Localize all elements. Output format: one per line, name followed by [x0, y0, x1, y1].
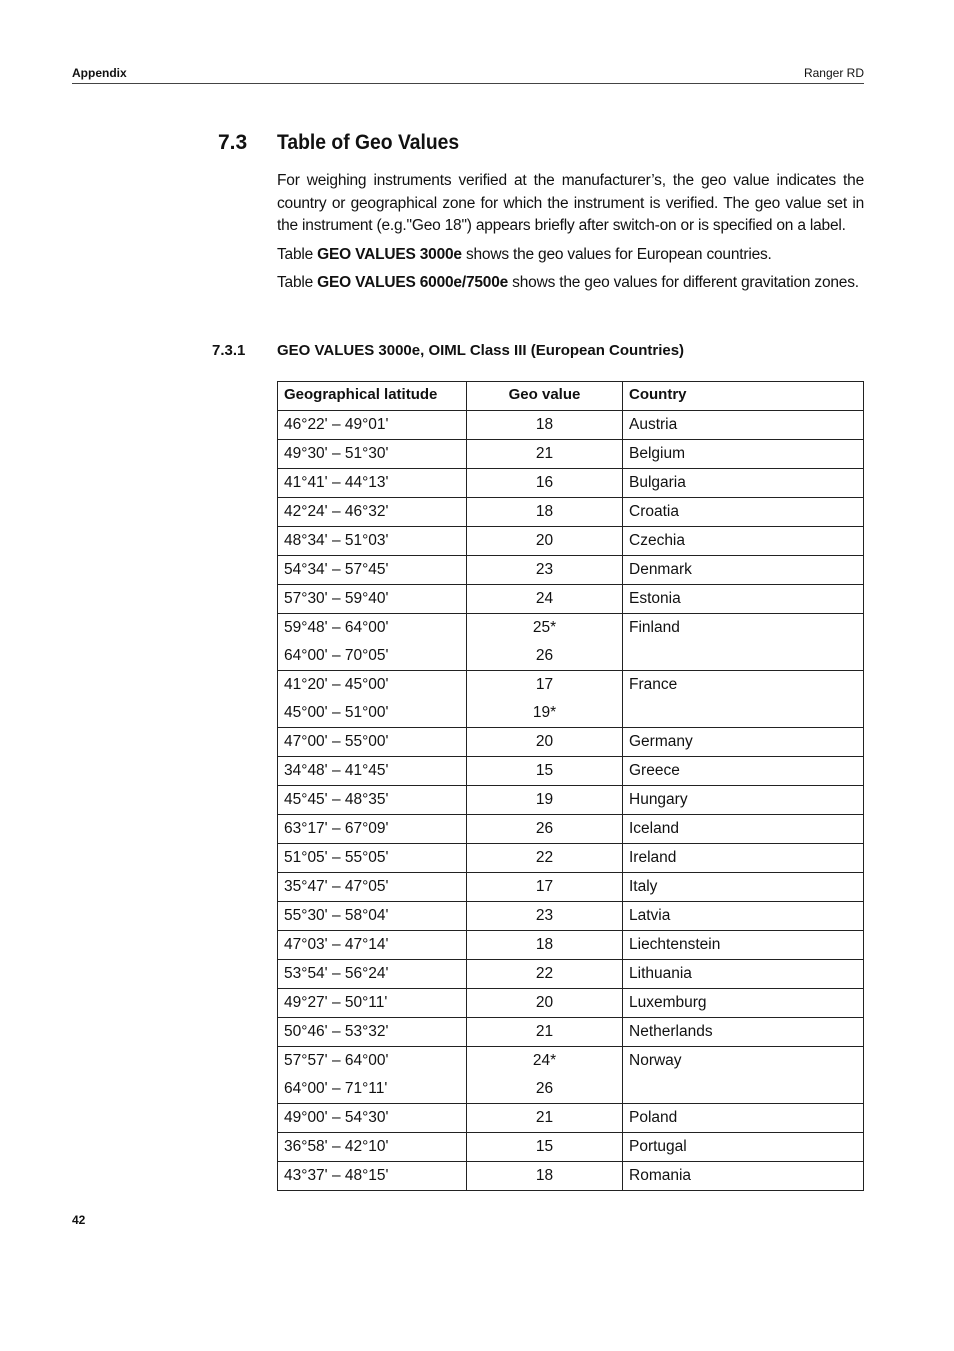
latitude-cell: 43°37' – 48°15': [278, 1162, 467, 1191]
latitude-cell: 45°45' – 48°35': [278, 786, 467, 815]
latitude-cell-line: 57°57' – 64°00': [284, 1052, 389, 1069]
country-cell: Liechtenstein: [623, 931, 864, 960]
geo-value-cell: 15: [467, 1133, 623, 1162]
table-name-6000e: GEO VALUES 6000e/7500e: [317, 274, 509, 291]
geo-value-cell-line: 25*: [532, 619, 557, 636]
geo-value-cell-line: 26: [535, 647, 554, 664]
latitude-cell: 55°30' – 58°04': [278, 902, 467, 931]
geo-value-cell: 18: [467, 931, 623, 960]
latitude-cell: 48°34' – 51°03': [278, 527, 467, 556]
country-cell: Greece: [623, 757, 864, 786]
table-row: [278, 728, 864, 757]
table-row: [278, 931, 864, 960]
text-run: Table: [277, 246, 318, 263]
geo-value-cell: 22: [467, 844, 623, 873]
country-cell: Italy: [623, 873, 864, 902]
latitude-cell: 49°30' – 51°30': [278, 440, 467, 469]
table-row: [278, 786, 864, 815]
table-name-3000e: GEO VALUES 3000e: [317, 246, 462, 263]
latitude-cell: 34°48' – 41°45': [278, 757, 467, 786]
table-reference-6000e: [277, 272, 864, 295]
geo-value-cell: 20: [467, 527, 623, 556]
section-number: 7.3: [218, 131, 248, 154]
geo-value-cell: 20: [467, 728, 623, 757]
latitude-cell: 47°00' – 55°00': [278, 728, 467, 757]
table-row: [278, 469, 864, 498]
header-section-label: Appendix: [72, 66, 127, 80]
table-row: [278, 498, 864, 527]
latitude-cell: 47°03' – 47°14': [278, 931, 467, 960]
country-cell: Poland: [623, 1104, 864, 1133]
country-cell: Finland: [623, 614, 864, 671]
geo-value-cell: 21: [467, 440, 623, 469]
table-row: [278, 614, 864, 671]
table-row: [278, 1162, 864, 1191]
geo-value-cell: 23: [467, 556, 623, 585]
geo-value-cell: 26: [467, 815, 623, 844]
geo-value-cell: 17: [467, 873, 623, 902]
latitude-cell: 54°34' – 57°45': [278, 556, 467, 585]
country-cell: Belgium: [623, 440, 864, 469]
latitude-cell: 42°24' – 46°32': [278, 498, 467, 527]
table-row: [278, 873, 864, 902]
latitude-cell: [278, 614, 467, 671]
country-cell: Austria: [623, 411, 864, 440]
table-row: [278, 960, 864, 989]
section-title: Table of Geo Values: [277, 131, 460, 154]
table-row: [278, 411, 864, 440]
text-run: Table: [277, 274, 318, 291]
geo-values-table: [277, 381, 864, 1191]
geo-value-cell: 24: [467, 585, 623, 614]
latitude-cell: [278, 1047, 467, 1104]
header-latitude: Geographical latitude: [278, 382, 467, 411]
country-cell: Lithuania: [623, 960, 864, 989]
header-product-name: Ranger RD: [803, 66, 864, 80]
country-cell: Czechia: [623, 527, 864, 556]
geo-value-cell: 16: [467, 469, 623, 498]
header-country: Country: [623, 382, 864, 411]
geo-value-cell: 19: [467, 786, 623, 815]
country-cell: Norway: [623, 1047, 864, 1104]
country-cell: Bulgaria: [623, 469, 864, 498]
header-geo-value: Geo value: [467, 382, 623, 411]
country-cell: France: [623, 671, 864, 728]
latitude-cell: 49°00' – 54°30': [278, 1104, 467, 1133]
country-cell: Hungary: [623, 786, 864, 815]
country-cell: Romania: [623, 1162, 864, 1191]
table-row: [278, 585, 864, 614]
geo-value-cell-line: 24*: [532, 1052, 557, 1069]
country-cell: Ireland: [623, 844, 864, 873]
geo-value-cell: 20: [467, 989, 623, 1018]
latitude-cell-line: 59°48' – 64°00': [284, 619, 389, 636]
table-row: [278, 902, 864, 931]
latitude-cell: 35°47' – 47°05': [278, 873, 467, 902]
latitude-cell-line: 41°20' – 45°00': [284, 676, 389, 693]
latitude-cell: 57°30' – 59°40': [278, 585, 467, 614]
country-cell: Denmark: [623, 556, 864, 585]
page-header: [72, 66, 864, 84]
text-run: shows the geo values for different gravitation zones.: [508, 274, 859, 291]
table-row: [278, 527, 864, 556]
table-row: [278, 1104, 864, 1133]
country-cell: Portugal: [623, 1133, 864, 1162]
page-number: 42: [72, 1213, 86, 1227]
latitude-cell-line: 64°00' – 70°05': [284, 647, 389, 664]
subsection-number: 7.3.1: [212, 342, 246, 359]
table-row: [278, 1133, 864, 1162]
geo-value-cell: 15: [467, 757, 623, 786]
table-row: [278, 757, 864, 786]
country-cell: Estonia: [623, 585, 864, 614]
geo-value-cell: 18: [467, 411, 623, 440]
table-reference-3000e: [277, 244, 864, 267]
latitude-cell-line: 45°00' – 51°00': [284, 704, 389, 721]
geo-value-cell: 18: [467, 1162, 623, 1191]
intro-paragraph: For weighing instruments verified at the manufacturer’s, the geo value indicates the country or geographical zone for which the instrument is verified. The geo value set in the instrument (e.g."Geo 18") appears briefly after switch-on or is specified on a label.: [277, 172, 864, 234]
table-row: [278, 815, 864, 844]
geo-value-cell-line: 19*: [532, 704, 557, 721]
geo-value-cell: 23: [467, 902, 623, 931]
latitude-cell: 36°58' – 42°10': [278, 1133, 467, 1162]
geo-value-cell: [467, 671, 623, 728]
table-row: [278, 671, 864, 728]
geo-value-cell: 22: [467, 960, 623, 989]
latitude-cell-line: 64°00' – 71°11': [284, 1080, 388, 1097]
country-cell: Germany: [623, 728, 864, 757]
table-row: [278, 844, 864, 873]
geo-value-cell: 21: [467, 1018, 623, 1047]
latitude-cell: 41°41' – 44°13': [278, 469, 467, 498]
country-cell: Luxemburg: [623, 989, 864, 1018]
text-run: shows the geo values for European countries.: [461, 246, 772, 263]
table-row: [278, 989, 864, 1018]
subsection-title: GEO VALUES 3000e, OIML Class III (European Countries): [277, 342, 685, 359]
table-header-row: [278, 382, 864, 411]
geo-value-cell: [467, 614, 623, 671]
latitude-cell: 50°46' – 53°32': [278, 1018, 467, 1047]
geo-value-cell-line: 26: [535, 1080, 554, 1097]
latitude-cell: 63°17' – 67°09': [278, 815, 467, 844]
country-cell: Netherlands: [623, 1018, 864, 1047]
geo-value-cell: [467, 1047, 623, 1104]
latitude-cell: 46°22' – 49°01': [278, 411, 467, 440]
country-cell: Latvia: [623, 902, 864, 931]
geo-value-cell: 21: [467, 1104, 623, 1133]
latitude-cell: 51°05' – 55°05': [278, 844, 467, 873]
table-row: [278, 1018, 864, 1047]
country-cell: Croatia: [623, 498, 864, 527]
table-row: [278, 1047, 864, 1104]
geo-value-cell-line: 17: [535, 676, 554, 693]
latitude-cell: 53°54' – 56°24': [278, 960, 467, 989]
country-cell: Iceland: [623, 815, 864, 844]
table-body: [278, 411, 864, 1191]
table-row: [278, 556, 864, 585]
table-row: [278, 440, 864, 469]
latitude-cell: [278, 671, 467, 728]
geo-value-cell: 18: [467, 498, 623, 527]
latitude-cell: 49°27' – 50°11': [278, 989, 467, 1018]
